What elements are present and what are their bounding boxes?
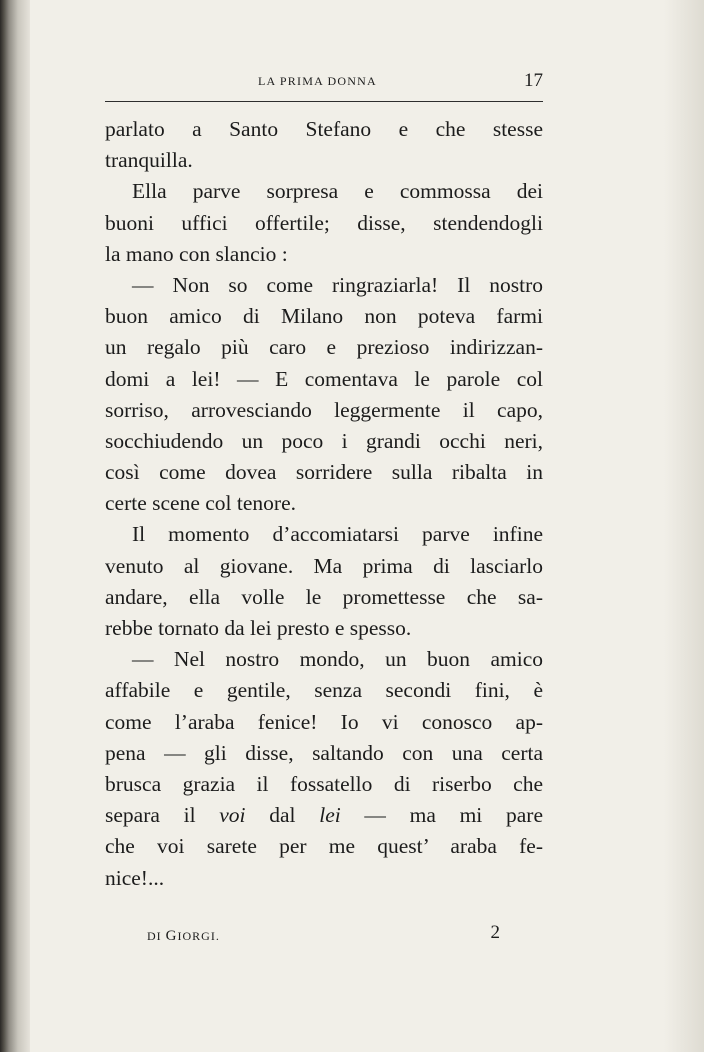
text-line: tranquilla.	[105, 148, 193, 173]
text-line-with-italics	[105, 800, 543, 831]
signature-prefix: DI	[147, 929, 166, 943]
text-run: dal	[245, 803, 320, 828]
body-text	[105, 114, 543, 894]
text-line: Il momento d’accomiatarsi parve infine	[132, 522, 543, 547]
signature-number: 2	[490, 922, 500, 943]
text-line: nice!...	[105, 865, 165, 890]
page-number: 17	[524, 70, 543, 91]
header-rule	[105, 101, 543, 102]
text-line: che voi sarete per me quest’ araba fe-	[105, 834, 543, 859]
running-title: LA PRIMA DONNA	[258, 74, 377, 88]
text-line: come l’araba fenice! Io vi conosco ap-	[105, 709, 543, 734]
text-line: un regalo più caro e prezioso indirizzan-	[105, 335, 543, 360]
text-line: certe scene col tenore.	[105, 491, 296, 516]
text-line: buon amico di Milano non poteva farmi	[105, 304, 543, 329]
text-line: rebbe tornato da lei presto e spesso.	[105, 616, 412, 640]
text-run: — ma mi pare	[340, 803, 543, 828]
running-head	[105, 70, 543, 92]
italic-word-voi: voi	[219, 803, 246, 828]
text-run: separa il	[105, 803, 220, 828]
text-line: Ella parve sorpresa e commossa dei	[132, 179, 543, 204]
text-line: socchiudendo un poco i grandi occhi neri,	[105, 428, 543, 453]
text-line: buoni uffici offertile; disse, stendendogli	[105, 210, 543, 235]
text-line: la mano con slancio :	[105, 241, 288, 266]
text-line: pena — gli disse, saltando con una certa	[105, 740, 543, 765]
signature-rest: IORGI.	[177, 929, 220, 943]
text-line: affabile e gentile, senza secondi fini, è	[105, 678, 543, 703]
text-line: così come dovea sorridere sulla ribalta in	[105, 460, 543, 485]
text-line: — Non so come ringraziarla! Il nostro	[132, 272, 543, 297]
printer-signature	[147, 928, 220, 945]
page-edge-shadow	[664, 0, 704, 1052]
text-line: brusca grazia il fossatello di riserbo che	[105, 771, 543, 796]
italic-word-lei: lei	[319, 803, 341, 828]
signature-initial: G	[165, 928, 178, 944]
signature-footer	[105, 922, 543, 946]
book-spine-shadow	[0, 0, 30, 1052]
text-line: sorriso, arrovesciando leggermente il capo,	[105, 397, 543, 422]
text-line: — Nel nostro mondo, un buon amico	[132, 647, 543, 672]
text-line: andare, ella volle le promettesse che sa-	[105, 584, 543, 609]
text-line: parlato a Santo Stefano e che stesse	[105, 117, 543, 141]
text-line: venuto al giovane. Ma prima di lasciarlo	[105, 553, 543, 578]
text-line: domi a lei! — E comentava le parole col	[105, 366, 543, 391]
